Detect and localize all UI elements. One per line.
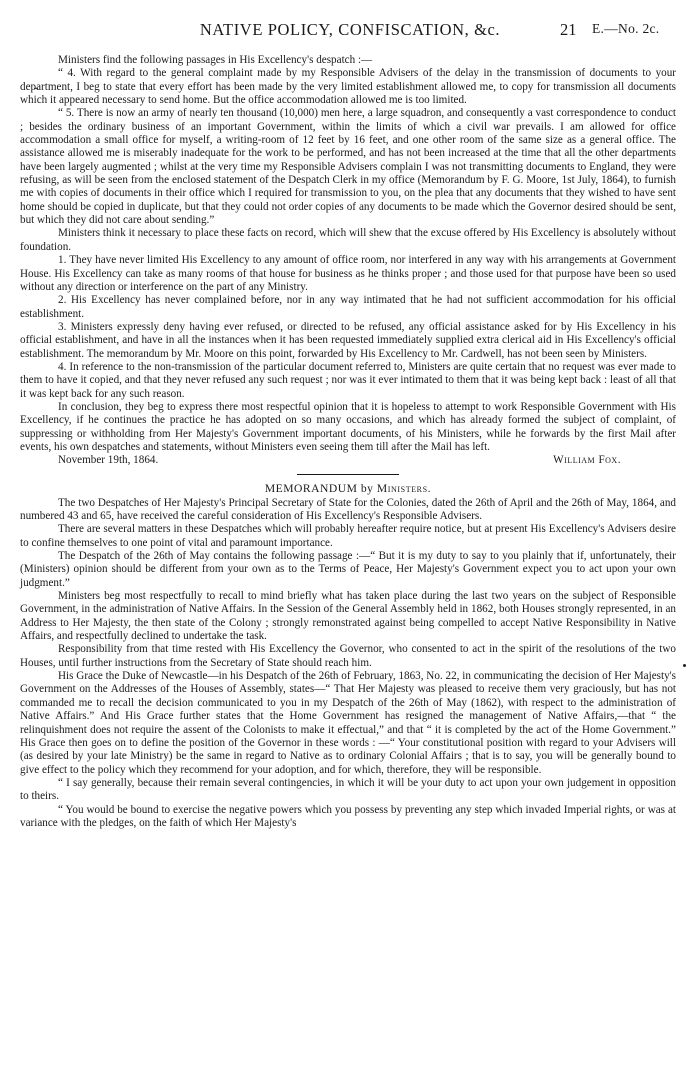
paragraph: “ 4. With regard to the general complaint made by my Responsible Advisers of the delay in the transmission of documents to your department, I beg to state that every effort has been made by the very limited establishment allowed me, to copy for transmission all documents which it appeared necessary to send home. But the office accommodation allowed me is too limited. (20, 67, 676, 107)
paragraph: 3. Ministers expressly deny having ever refused, or directed to be refused, any official assistance asked for by His Excellency in his official establishment, and have in all the instances when it has been requested immediately supplied extra clerical aid in His Excellency's official establishment. The memorandum by Mr. Moore on this point, forwarded by His Excellency to Mr. Cardwell, has not been seen by Ministers. (20, 320, 676, 360)
memorandum-heading (20, 482, 676, 496)
paragraph: In conclusion, they beg to express there most respectful opinion that it is hopeless to attempt to work Responsible Government with His Excellency, if he continues the practice he has adopted on so many occasions, and which has already formed the subject of complaint, of suppressing or withholding from Her Majesty's Government important documents, of his Ministers, while he forwards by the first Mail after events, his own despatches and statements, without Ministers even seeing them till after the Mail has left. (20, 400, 676, 453)
memo-paragraph: Responsibility from that time rested with His Excellency the Governor, who consented to act in the spirit of the resolutions of the two Houses, until further instructions from the Secretary of State should reach him. (20, 643, 676, 669)
memo-paragraph: “ You would be bound to exercise the negative powers which you possess by preventing any step which invaded Imperial rights, or was at variance with the pledges, on the faith of which Her Majesty's (20, 803, 676, 829)
paragraph: Ministers find the following passages in His Excellency's despatch :— (58, 54, 373, 66)
paragraph: 1. They have never limited His Excellency to any amount of office room, nor interfered in any way with his arrangements at Government House. His Excellency can take as many rooms of that house for business as he thinks proper ; and those used for that purpose have been so used without any direction or interference on the part of any Ministry. (20, 254, 676, 293)
document-body (20, 54, 676, 830)
section-divider (297, 474, 399, 475)
memo-paragraph: Ministers beg most respectfully to recall to mind briefly what has taken place during the last two years on the subject of Responsible Government, in the administration of Native Affairs. In the Session of the General Assembly held in 1862, both Houses strongly represented, in an Address to Her Majesty, the then state of the Colony ; strongly remonstrated against being compelled to accept Native Responsibility in Native Affairs, and respectfully declined to undertake the task. (20, 590, 676, 643)
signoff (20, 454, 676, 467)
memorandum-heading-ministers: Ministers. (376, 481, 432, 495)
paragraph: Ministers think it necessary to place these facts on record, which will shew that the excuse offered by His Excellency is absolutely without foundation. (20, 227, 676, 253)
paragraph: 4. In reference to the non-transmission of the particular document referred to, Ministers are quite certain that no request was ever made to them to have it copied, and that they never refused any such request ; nor was it ever intimated to them that it was being kept back : least of all that it was kept back for any such reason. (20, 360, 676, 400)
signoff-date: November 19th, 1864. (58, 454, 159, 467)
margin-dot (683, 664, 686, 667)
memorandum-heading-prefix: MEMORANDUM by (264, 481, 374, 495)
page-title: NATIVE POLICY, CONFISCATION, &c. (199, 20, 501, 39)
memo-paragraph: “ I say generally, because their remain several contingencies, in which it will be your duty to act upon your own judgement in opposition to theirs. (20, 776, 676, 803)
paragraph: “ 5. There is now an army of nearly ten thousand (10,000) men here, a large squadron, and consequently a vast correspondence to conduct ; besides the ordinary business of an important Government, within the limits of which a civil war prevails. I am allowed for office accommodation a small office for myself, a writing-room of 12 feet by 16 feet, and one other room of the same size as a general office. The assistance allowed me is miserably inadequate for the work to be performed, and has not been increased at the time that all the other departments have been largely augmented ; whilst at the very time my Responsible Advisers complain I was not transmitting documents to England, they were refusing, as will be seen from the enclosed statement of the Despatch Clerk in my office (Memorandum by F. G. Moore, 1st July, 1864), to furnish me with copies of documents in their office which I required for transmission to you, on the plea that any documents that they wished to have sent home should be copied in duplicate, but that they could not order copies of any documents to be made which the Governor desired should be sent, but which they did not care about sending.” (20, 107, 676, 227)
document-reference: E.—No. 2c. (592, 21, 660, 36)
memo-paragraph: The two Despatches of Her Majesty's Principal Secretary of State for the Colonies, dated the 26th of April and the 26th of May, 1864, and numbered 43 and 65, have received the careful consideration of His Excellency's Responsible Advisers. (20, 496, 676, 522)
page-header (0, 20, 700, 42)
page-number: 21 (560, 20, 577, 39)
signature: William Fox. (553, 454, 621, 467)
memo-paragraph: His Grace the Duke of Newcastle—in his Despatch of the 26th of February, 1863, No. 22, in communicating the decision of Her Majesty's Government on the Addresses of the Houses of Assembly, states—“ That Her Majesty was pleased to receive them very graciously, but has not commanded me to recall the decision communicated to you in my Despatch of the 26th of May (1862), with respect to the administration of Native Affairs.” And His Grace further states that the Home Government has resigned the management of Native Affairs,—that “ the relinquishment does not require the assent of the Colonists to make it effectual,” and that “ it is completed by the act of the Home Government.” His Grace then goes on to define the position of the Governor in these words : —“ Your constitutional position with regard to your Advisers will (as desired by your late Ministry) be the same in regard to Native as to ordinary Colonial Affairs ; that is to say, you will be generally bound to give effect to the policy which they recommend for your adoption, and for which, therefore, they will be responsible. (20, 670, 676, 776)
paragraph: 2. His Excellency has never complained before, nor in any way intimated that he had not sufficient accommodation for his official establishment. (20, 294, 676, 320)
memo-paragraph: The Despatch of the 26th of May contains the following passage :—“ But it is my duty to say to you plainly that if, unfortunately, their (Ministers) opinion should be different from your own as to the Terms of Peace, Her Majesty's Government expect you to act upon your own judgment.” (20, 550, 676, 589)
memo-paragraph: There are several matters in these Despatches which will probably hereafter require notice, but at present His Excellency's Advisers desire to confine themselves to one point of vital and paramount importance. (20, 523, 676, 549)
